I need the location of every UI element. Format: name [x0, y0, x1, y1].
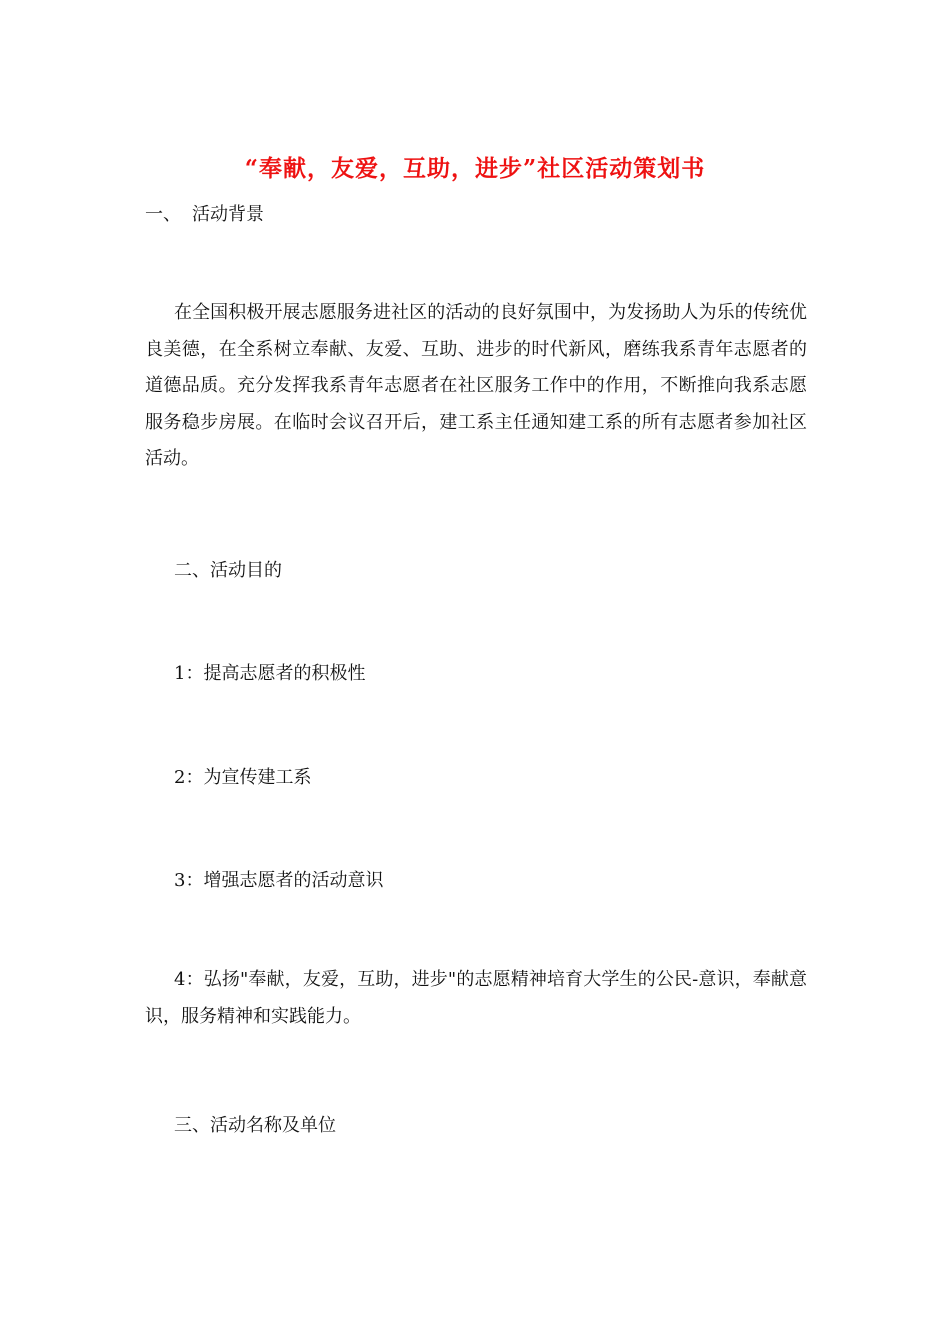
- section2-heading: 二、活动目的: [174, 560, 282, 581]
- section1-number: 一、: [145, 204, 181, 225]
- background-paragraph: 在全国积极开展志愿服务进社区的活动的良好氛围中，为发扬助人为乐的传统优良美德，在全系树立奉献、友爱、互助、进步的时代新风，磨练我系青年志愿者的道德品质。充分发挥我系青年志愿者在社区服务工作中的作用，不断推向我系志愿服务稳步房展。在临时会议召开后，建工系主任通知建工系的所有志愿者参加社区活动。: [145, 302, 807, 469]
- purpose-item-4: 4：弘扬"奉献，友爱，互助，进步"的志愿精神培育大学生的公民-意识，奉献意识，服务精神和实践能力。: [145, 969, 807, 1027]
- purpose-item-1: 1：提高志愿者的积极性: [174, 663, 366, 684]
- section3-heading: 三、活动名称及单位: [174, 1115, 336, 1136]
- section1-heading: 活动背景: [192, 204, 264, 225]
- purpose-item-2: 2：为宣传建工系: [174, 767, 312, 788]
- document-title: “奉献，友爱，互助，进步”社区活动策划书: [244, 155, 706, 182]
- purpose-item-3: 3：增强志愿者的活动意识: [174, 870, 384, 891]
